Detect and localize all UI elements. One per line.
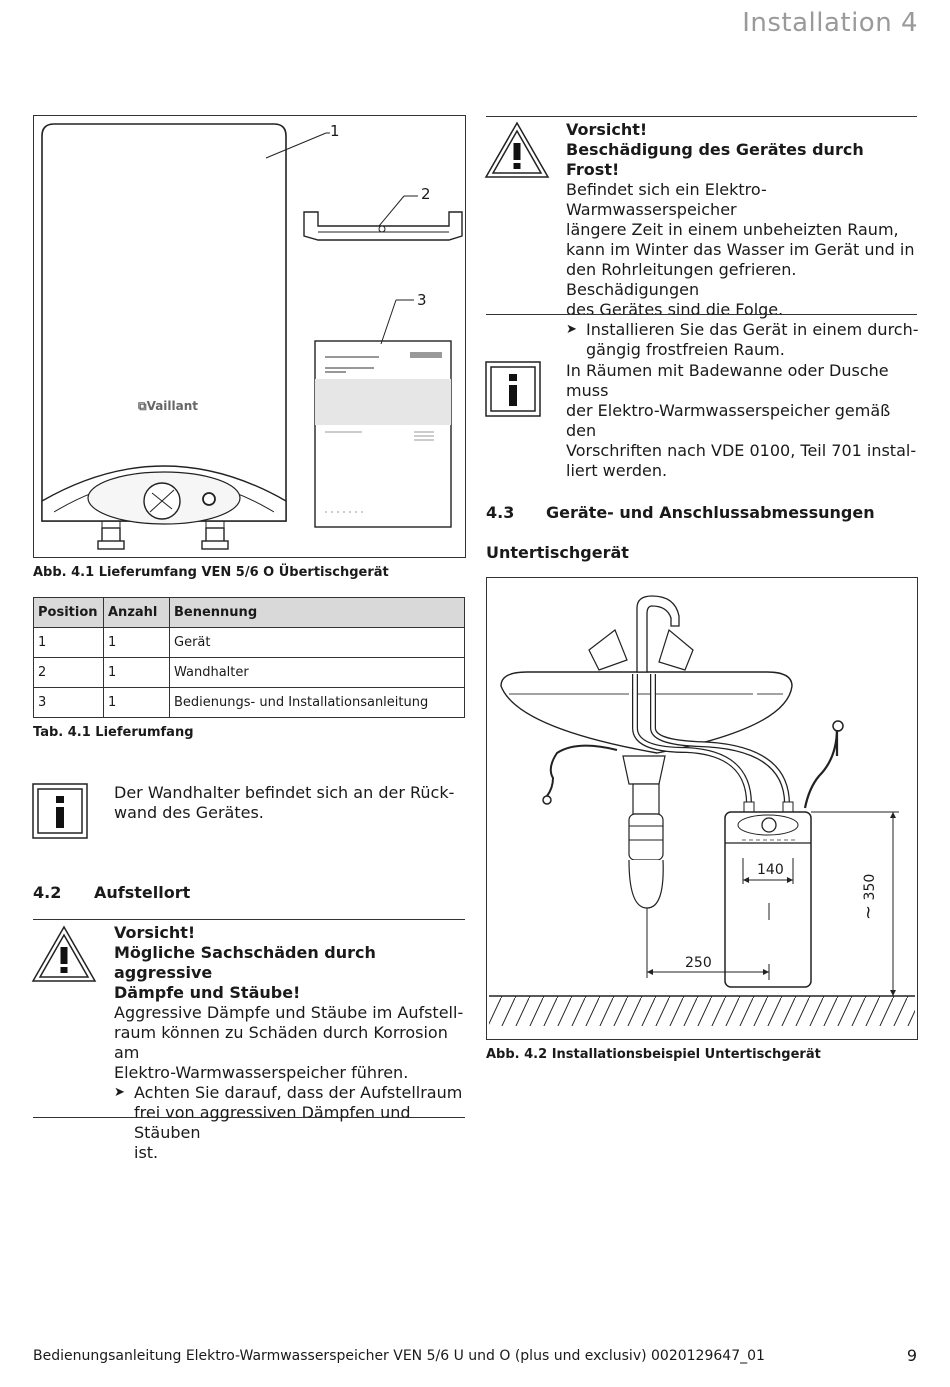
warning-2-body: raum können zu Schäden durch Korrosion am xyxy=(114,1023,448,1062)
info-note-1 xyxy=(114,783,464,823)
info-note-2-line: der Elektro-Warmwasserspeicher gemäß den xyxy=(566,401,891,440)
info-note-1-line: Der Wandhalter befindet sich an der Rück- xyxy=(114,783,455,802)
warning-2-bullet-line: Achten Sie darauf, dass der Aufstellraum xyxy=(134,1083,463,1102)
brand-logo xyxy=(138,399,198,414)
dimension-depth-label: 250 xyxy=(685,955,712,971)
info-icon xyxy=(32,783,88,839)
page-footer-text: Bedienungsanleitung Elektro-Warmwasserspeicher VEN 5/6 U und O (plus und exclusiv) 0020129647_01 xyxy=(33,1348,765,1364)
warning-1-body: Befindet sich ein Elektro-Warmwasserspeicher xyxy=(566,180,767,219)
info-note-2-line: liert werden. xyxy=(566,461,668,480)
warning-2-body: Elektro-Warmwasserspeicher führen. xyxy=(114,1063,409,1082)
page-number: 9 xyxy=(906,1346,917,1365)
warning-1-top-rule xyxy=(486,116,917,117)
dimension-height-label xyxy=(858,874,879,920)
table-4-1 xyxy=(33,597,465,718)
info-note-2-line: Vorschriften nach VDE 0100, Teil 701 instal- xyxy=(566,441,917,460)
table-4-1-caption: Tab. 4.1 Lieferumfang xyxy=(33,725,194,740)
warning-2-label: Vorsicht! xyxy=(114,923,196,942)
warning-1-bullet-line: Installieren Sie das Gerät in einem durch- xyxy=(586,320,919,339)
figure-4-1 xyxy=(33,115,466,558)
subheading-untertischgeraet: Untertischgerät xyxy=(486,543,629,562)
callout-1: 1 xyxy=(330,122,340,140)
dimension-width-label: 140 xyxy=(757,862,784,878)
table-cell: 1 xyxy=(104,628,170,658)
warning-triangle-icon xyxy=(31,925,97,983)
table-header-row xyxy=(34,598,465,628)
column-header-position: Position xyxy=(34,598,104,628)
warning-1-label: Vorsicht! xyxy=(566,120,648,139)
info-note-2 xyxy=(566,361,920,481)
callout-3: 3 xyxy=(417,291,427,309)
warning-2-bullet-line: ist. xyxy=(134,1143,159,1162)
table-cell: 1 xyxy=(104,688,170,718)
dimension-height-value: 350 xyxy=(862,873,878,901)
bullet-arrow-icon: ➤ xyxy=(566,322,577,337)
info-note-1-line: wand des Gerätes. xyxy=(114,803,264,822)
table-cell: Bedienungs- und Installationsanleitung xyxy=(170,688,465,718)
warning-2-bullet-line: frei von aggressiven Dämpfen und Stäuben xyxy=(134,1103,411,1142)
warning-1-body: des Gerätes sind die Folge. xyxy=(566,300,784,319)
warning-1 xyxy=(566,120,920,360)
table-row xyxy=(34,658,465,688)
info-icon xyxy=(485,361,541,417)
warning-2-bullet xyxy=(114,1083,466,1163)
table-cell: 1 xyxy=(104,658,170,688)
warning-2-bottom-rule xyxy=(33,1117,465,1118)
section-4-2-title: Aufstellort xyxy=(94,883,191,902)
section-4-3-number: 4.3 xyxy=(486,503,515,522)
brand-logo-icon: ⧉ xyxy=(138,399,147,413)
figure-4-1-caption: Abb. 4.1 Lieferumfang VEN 5/6 O Übertischgerät xyxy=(33,565,389,580)
table-row xyxy=(34,628,465,658)
warning-2-top-rule xyxy=(33,919,465,920)
warning-1-bottom-rule xyxy=(486,314,917,315)
info-note-2-line: In Räumen mit Badewanne oder Dusche muss xyxy=(566,361,889,400)
figure-4-2 xyxy=(486,577,918,1040)
figure-4-1-drawing xyxy=(34,116,465,557)
warning-2-body: Aggressive Dämpfe und Stäube im Aufstell- xyxy=(114,1003,464,1022)
column-header-benennung: Benennung xyxy=(170,598,465,628)
warning-triangle-icon xyxy=(484,121,550,179)
warning-1-title: Beschädigung des Gerätes durch Frost! xyxy=(566,140,864,179)
warning-1-bullet xyxy=(566,320,920,360)
warning-2-title: Mögliche Sachschäden durch aggressive xyxy=(114,943,376,982)
brand-logo-text: Vaillant xyxy=(146,399,199,413)
table-cell: 2 xyxy=(34,658,104,688)
section-4-2-number: 4.2 xyxy=(33,883,62,902)
warning-2-title: Dämpfe und Stäube! xyxy=(114,983,301,1002)
approx-symbol: ~ xyxy=(858,904,879,920)
page-header-title: Installation 4 xyxy=(742,8,918,38)
bullet-arrow-icon: ➤ xyxy=(114,1085,125,1100)
figure-4-2-caption: Abb. 4.2 Installationsbeispiel Untertischgerät xyxy=(486,1047,821,1062)
warning-1-body: den Rohrleitungen gefrieren. Beschädigungen xyxy=(566,260,797,299)
warning-2 xyxy=(114,923,466,1163)
table-row xyxy=(34,688,465,718)
table-cell: Gerät xyxy=(170,628,465,658)
callout-2: 2 xyxy=(421,185,431,203)
warning-1-body: längere Zeit in einem unbeheizten Raum, xyxy=(566,220,899,239)
column-header-anzahl: Anzahl xyxy=(104,598,170,628)
warning-1-body: kann im Winter das Wasser im Gerät und in xyxy=(566,240,915,259)
section-4-3-title: Geräte- und Anschlussabmessungen xyxy=(546,503,875,522)
table-cell: 1 xyxy=(34,628,104,658)
warning-1-bullet-line: gängig frostfreien Raum. xyxy=(586,340,785,359)
table-cell: 3 xyxy=(34,688,104,718)
table-cell: Wandhalter xyxy=(170,658,465,688)
